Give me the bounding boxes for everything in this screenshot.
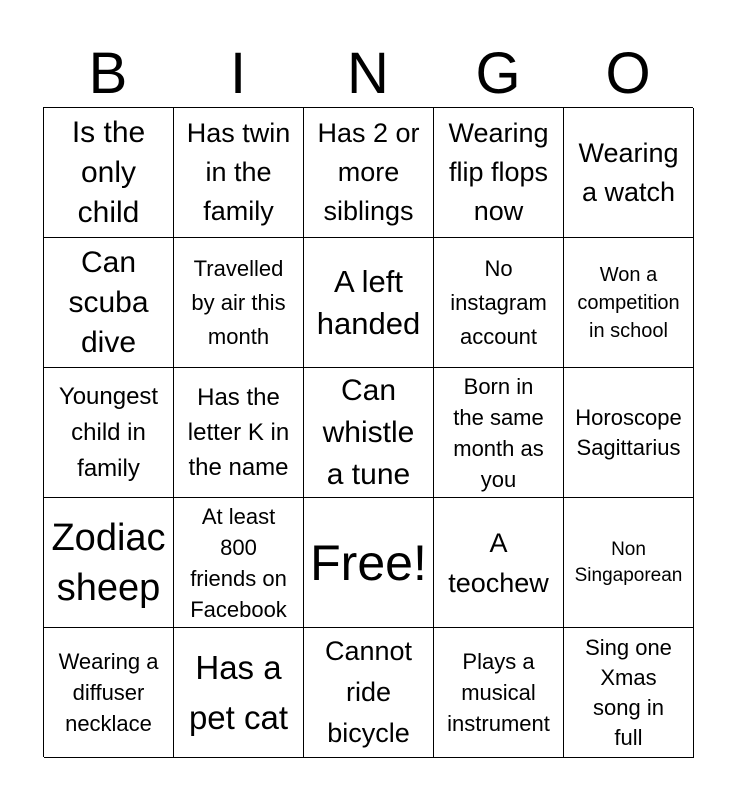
- cell-text: Youngest child in family: [58, 382, 159, 482]
- bingo-cell-r3c3: [304, 368, 434, 498]
- header-letter-b: B: [88, 41, 128, 106]
- header-letter-n: N: [347, 41, 389, 106]
- cell-text: Has the letter K in the name: [187, 384, 290, 481]
- cell-text: No instagram account: [450, 255, 547, 349]
- bingo-cell-r5c4: [434, 628, 564, 758]
- header-letter-g: G: [475, 41, 521, 106]
- cell-text: Non Singaporean: [574, 538, 683, 586]
- cell-text: Plays a musical instrument: [447, 649, 550, 736]
- cell-text: Has a pet cat: [188, 648, 289, 736]
- cell-text: Won a competition in school: [577, 263, 680, 342]
- bingo-cell-r1c4: [434, 108, 564, 238]
- bingo-cell-r1c2: [174, 108, 304, 238]
- bingo-cell-r2c2: [174, 238, 304, 368]
- bingo-cell-r5c1: [44, 628, 174, 758]
- cell-text: A teochew: [448, 527, 549, 598]
- cell-text: Has 2 or more siblings: [317, 118, 420, 226]
- free-space-text: Free!: [310, 534, 427, 591]
- cell-text: Zodiac sheep: [51, 516, 166, 609]
- header-letter-o: O: [605, 41, 651, 106]
- bingo-cell-r5c2: [174, 628, 304, 758]
- bingo-cell-free: [304, 498, 434, 628]
- bingo-cell-r2c5: [564, 238, 694, 368]
- bingo-cell-r4c2: [174, 498, 304, 628]
- cell-text: Cannot ride bicycle: [324, 636, 413, 748]
- cell-text: Can scuba dive: [68, 245, 149, 359]
- cell-text: Wearing a watch: [578, 137, 679, 207]
- bingo-header: [43, 40, 693, 108]
- bingo-cell-r1c5: [564, 108, 694, 238]
- bingo-cell-r2c4: [434, 238, 564, 368]
- bingo-cell-r4c4: [434, 498, 564, 628]
- bingo-cell-r3c1: [44, 368, 174, 498]
- cell-text: Wearing a diffuser necklace: [58, 649, 159, 736]
- cell-text: Horoscope Sagittarius: [575, 404, 682, 460]
- bingo-cell-r3c2: [174, 368, 304, 498]
- bingo-cell-r1c3: [304, 108, 434, 238]
- bingo-cell-r3c5: [564, 368, 694, 498]
- bingo-board: [43, 107, 693, 757]
- cell-text: Can whistle a tune: [322, 373, 415, 491]
- bingo-cell-r2c1: [44, 238, 174, 368]
- bingo-cell-r4c1: [44, 498, 174, 628]
- bingo-cell-r5c3: [304, 628, 434, 758]
- bingo-cell-r5c5: [564, 628, 694, 758]
- bingo-cell-r4c5: [564, 498, 694, 628]
- header-letter-i: I: [229, 41, 247, 106]
- bingo-cell-r1c1: [44, 108, 174, 238]
- cell-text: Travelled by air this month: [191, 255, 286, 349]
- cell-text: Wearing flip flops now: [448, 118, 549, 226]
- cell-text: At least 800 friends on Facebook: [190, 503, 287, 622]
- cell-text: Sing one Xmas song in full: [585, 634, 672, 750]
- cell-text: Is the only child: [71, 115, 146, 229]
- bingo-cell-r3c4: [434, 368, 564, 498]
- cell-text: A left handed: [316, 263, 421, 341]
- bingo-cell-r2c3: [304, 238, 434, 368]
- cell-text: Born in the same month as you: [453, 373, 544, 492]
- cell-text: Has twin in the family: [186, 118, 291, 226]
